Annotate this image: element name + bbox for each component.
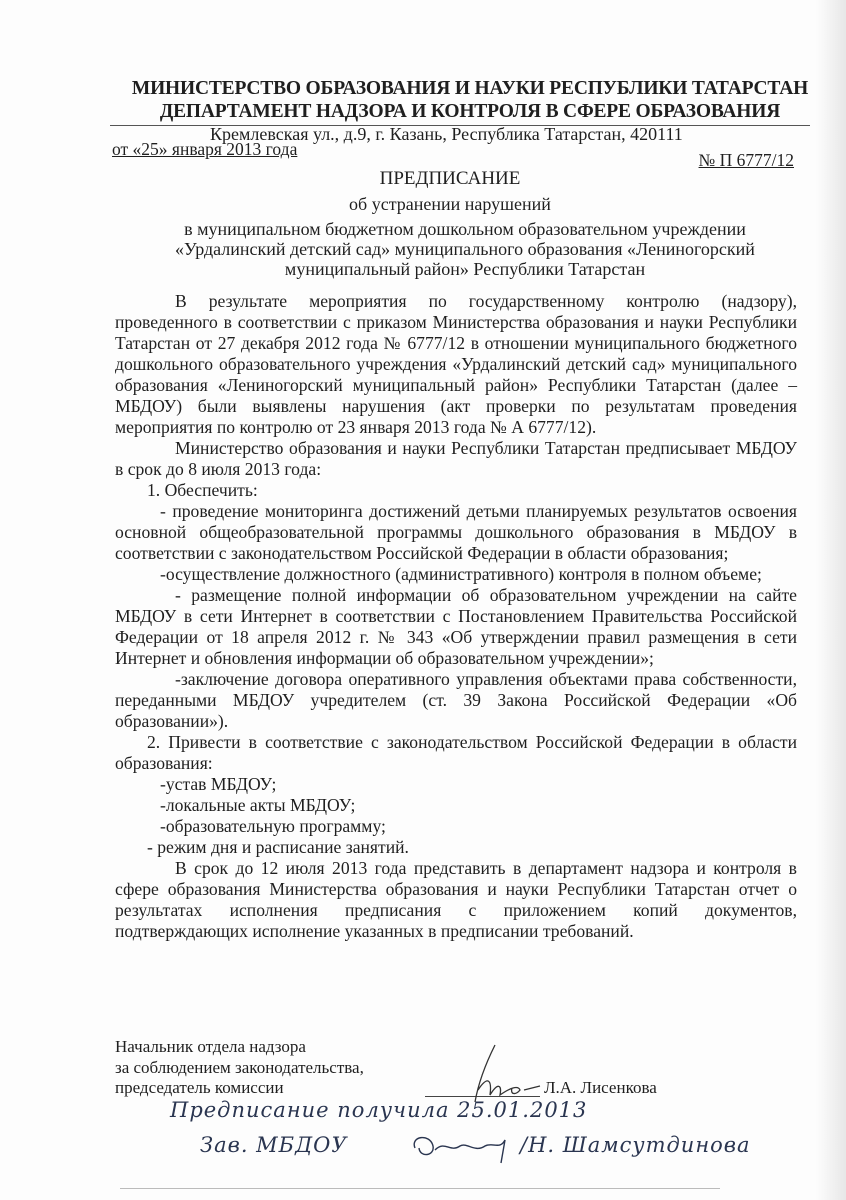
department-header: ДЕПАРТАМЕНТ НАДЗОРА И КОНТРОЛЯ В СФЕРЕ ОБРАЗОВАНИЯ [159,101,781,122]
document-date: от «25» января 2013 года [112,139,298,159]
scan-edge-shadow [816,0,846,1200]
item-2-charter: -устав МБДОУ; [160,774,277,794]
item-1-website: - размещение полной информации об образовательном учреждении на сайте МБДОУ в сети Интернет в соответствии с Постановлением Правительства Российской Федерации от 18 апреля 2012 г. № 343 «Об утверждении правил размещения в сети Интернет и обновления информации об образовательном учреждении»; [115,585,797,668]
address: Кремлевская ул., д.9, г. Казань, Республика Татарстан, 420111 [210,124,683,144]
signatory-position-2: за соблюдением законодательства, [115,1058,364,1077]
scan-bottom-edge [120,1188,720,1189]
recipient-signature-image [405,1128,515,1168]
item-2-heading: 2. Привести в соответствие с законодательством Российской Федерации в области образования: [115,732,797,773]
item-1-contract: -заключение договора оперативного управления объектами права собственности, переданными МБДОУ учредителем (ст. 39 Закона Российской Федерации «Об образовании»). [115,669,797,731]
subject-line-2: «Урдалинский детский сад» муниципального образования «Лениногорский [175,239,755,259]
signatory-position-3: председатель комиссии [115,1078,284,1097]
item-2-program: -образовательную программу; [160,816,386,836]
subject-line-1: в муниципальном бюджетном дошкольном образовательном учреждении [184,219,746,239]
ministry-header: МИНИСТЕРСТВО ОБРАЗОВАНИЯ И НАУКИ РЕСПУБЛИКИ ТАТАРСТАН [131,78,809,99]
item-1-control: -осуществление должностного (административного) контроля в полном объеме; [160,564,762,584]
document-number: № П 6777/12 [698,150,794,170]
handwritten-recipient-name: /Н. Шамсутдинова [520,1133,751,1157]
handwritten-recipient-title: Зав. МБДОУ [200,1133,348,1157]
paragraph-findings: В результате мероприятия по государственному контролю (надзору), проведенного в соответствии с приказом Министерства образования и науки Республики Татарстан от 27 декабря 2012 года № 6777/12 в отношении муниципального бюджетного дошкольного образовательного учреждения «Урдалинский детский сад» муниципального образования «Лениногорский муниципальный район» Республики Татарстан (далее – МБДОУ) были выявлены нарушения (акт проверки по результатам проведения мероприятия по контролю от 23 января 2013 года № А 6777/12). [115,291,797,437]
handwritten-receipt-note: Предписание получила 25.01.2013 [170,1098,588,1122]
paragraph-report: В срок до 12 июля 2013 года представить в департамент надзора и контроля в сфере образования Министерства образования и науки Республики Татарстан отчет о результатах исполнения предписания с приложением копий документов, подтверждающих исполнение указанных в предписании требований. [115,858,797,941]
item-2-local-acts: -локальные акты МБДОУ; [160,795,356,815]
document-title: ПРЕДПИСАНИЕ [379,168,521,189]
document-subtitle: об устранении нарушений [349,194,551,214]
item-1-heading: 1. Обеспечить: [147,480,258,500]
paragraph-order: Министерство образования и науки Республики Татарстан предписывает МБДОУ в срок до 8 июля 2013 года: [115,438,797,479]
item-2-schedule: - режим дня и расписание занятий. [147,837,409,857]
signatory-position-1: Начальник отдела надзора [115,1037,306,1056]
item-1-monitoring: - проведение мониторинга достижений детьми планируемых результатов освоения основной общеобразовательной программы дошкольного образования в МБДОУ в соответствии с законодательством Российской Федерации в области образования; [115,501,797,563]
document-body [115,291,797,942]
subject-line-3: муниципальный район» Республики Татарстан [284,259,646,279]
signatory-name: Л.А. Лисенкова [544,1078,657,1097]
